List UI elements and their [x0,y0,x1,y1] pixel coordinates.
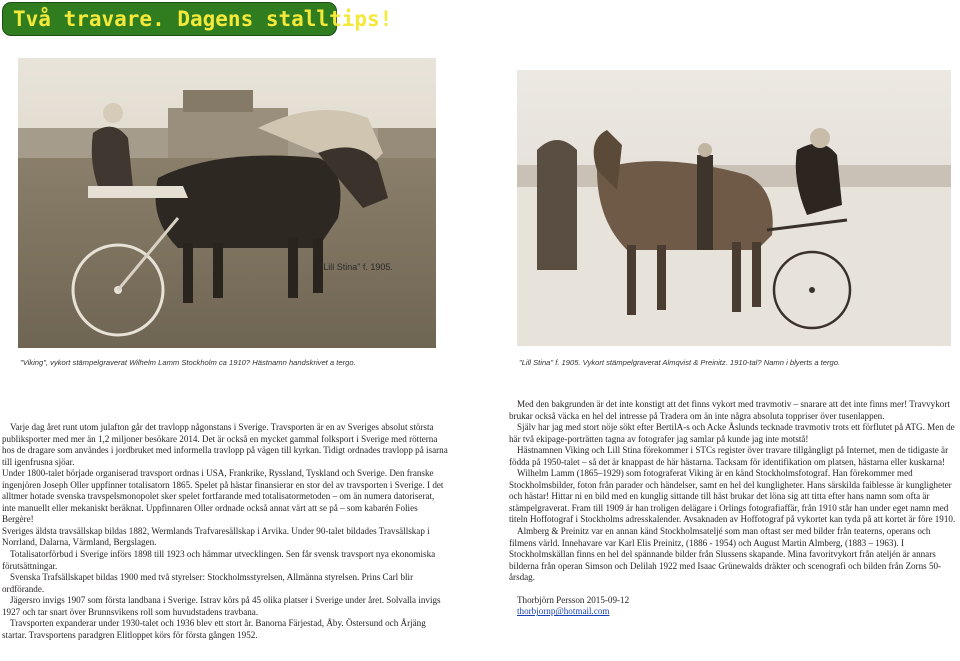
paragraph: Varje dag året runt utom julafton går det travlopp någonstans i Sverige. Travsporten är en av Sveriges absolut största publiksporter med mer än 1,2 miljoner besökare 2014. Det är också en mycket gammal folksport i Sverige med rötterna hos de dragare som användes i jordbruket med informella travlopp på vägen till kyrkan. Tidigt ordnades travlopp på isarna till igenfrusna sjöar. [2,422,448,467]
photo-inscription: "Lill Stina" f. 1905. [320,262,393,272]
paragraph: Med den bakgrunden är det inte konstigt att det finns vykort med travmotiv – snarare att det inte finns mer! Travvykort brukar också väcka en hel del intresse på Tradera om än inte några absoluta toppriser över tusenlappen. [509,399,950,421]
paragraph: Totalisatorförbud i Sverige införs 1898 till 1923 och hämmar utvecklingen. Sen får svensk travsport nya ekonomiska förutsättningar. [2,549,436,571]
page-title: Två travare. Dagens stalltips! [13,7,393,31]
paragraph: Under 1800-talet började organiserad travsport ordnas i USA, Frankrike, Ryssland, Tyskland och Sverige. Den franske ingenjören Joseph Oller uppfinner totalisatorn 1865. Spelet på hästar finansierar en stor del av travsporten i Sverige. I det alltmer hotade svenska travspelsmonopolet sker spelet fortfarande med totalisatormetoden – om än numera datoriserat, inte manuellt eller mekaniskt beräknat. Uppfinnaren Oller ordnade också annat värt att se på – som kabarén Folies Bergère! [2,468,444,525]
paragraph: Wilhelm Lamm (1865–1929) som fotograferat Viking är en känd Stockholmsfotograf. Han förekommer med Stockholmsbilder, foton från parader och händelser, samt en hel del kungligheter. Hans särskilda faiblesse är kungligheter och hästar! Hittar ni en bild med en kunglig sittande till häst brukar det löna sig att titta efter hans namn som ofta är stämpelgraverat. Fram till 1909 är han troligen delägare i Orlings fotografiaffär, från 1910 står han under eget namn med titeln Hoffotograf i Stockholms adresskalender. Avsaknaden av Hoffotograf på vykortet kan tyda på att kortet är före 1910. [509,468,956,525]
paragraph: Jägersro invigs 1907 som första landbana i Sverige. Istrav körs på 45 olika platser i Sverige under året. Solvalla invigs 1927 och tar snart över Brunnsvikens roll som huvudstadens travbana. [2,595,441,617]
paragraph: Almberg & Preinitz var en annan känd Stockholmsateljé som man oftast ser med bilder från teaterns, operans och filmens värld. Innehavare var Karl Elis Preinitz, (1886 - 1954) och August Martin Almberg, (1883 – 1963). I Stockholmskällan finns en hel del spännande bilder från Slussens skapande. Mina favoritvykort från ateljén är annars bilderna från operan Simson och Delilah 1922 med Isaac Grünewalds dräkter och scenografi och bilden från Zorns 50-årsdag. [509,526,942,583]
paragraph: Travsporten expanderar under 1930-talet och 1936 blev ett stort år. Banorna Färjestad, Åby. Östersund och Årjäng startar. Travsportens paradgren Elitloppet körs för första gången 1952. [2,618,426,640]
article-right-column [509,399,960,618]
sepia-photo-lill-stina [517,70,951,346]
paragraph: Sveriges äldsta travsällskap bildas 1882, Wermlands Trafvaresällskap i Arvika. Under 90-talet bildades Travsällskap i Norrland, Dalarna, Värmland, Bergslagen. [2,525,430,548]
caption-viking: "Viking", vykort stämpelgraverat Wilhelm Lamm Stockholm ca 1910? Hästnamn handskrivet a tergo. [20,358,356,367]
paragraph: Själv har jag med stort nöje sökt efter BertilA-s och Acke Åslunds tecknade travmotiv trots ett förflutet på ATG. Men de här två ekipage-porträtten tagna av fotografer jag samlar på kunde jag inte motstå! [509,422,955,444]
sepia-photo-viking [18,58,436,348]
paragraph: Svenska Trafsällskapet bildas 1900 med två styrelser: Stockholmsstyrelsen, Allmänna styrelsen. Prins Carl blir ordförande. [2,572,414,594]
paragraph: Hästnamnen Viking och Lill Stina förekommer i STCs register över travare tillgängligt på Internet, men de tidigaste är födda på 1950-talet – så det är knappast de här hästarna. Tacksam för identifikation om platsen, hästarna eller kuskarna! [509,445,949,467]
photo-viking [18,58,436,348]
article-left-column [2,422,450,641]
signature-email-row [509,606,960,618]
title-banner [2,2,393,36]
photo-lill-stina [517,70,951,346]
caption-lill-stina: "Lill Stina" f. 1905. Vykort stämpelgraverat Almqvist & Preinitz. 1910-tal? Namn i blyerts a tergo. [519,358,841,367]
email-link[interactable]: thorbjornp@hotmail.com [517,606,610,617]
signature-author-date: Thorbjörn Persson 2015-09-12 [517,594,630,605]
